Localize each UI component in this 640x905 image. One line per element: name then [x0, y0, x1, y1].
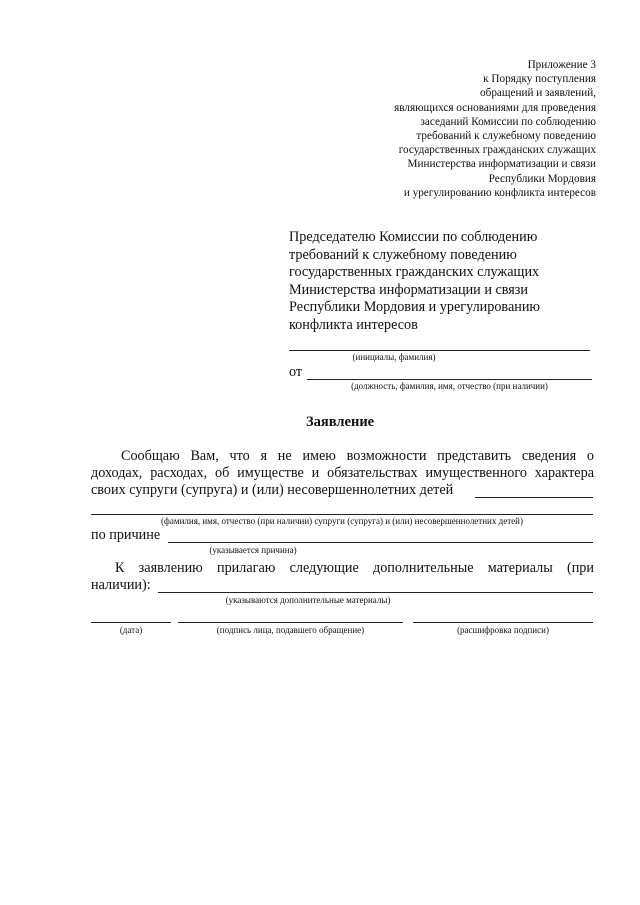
document-title: Заявление [306, 414, 375, 430]
spouse-field-line[interactable] [91, 514, 593, 515]
from-field-line[interactable] [307, 379, 592, 380]
attach-line-1: К заявлению прилагаю следующие дополнительные материалы (при [115, 560, 594, 576]
addressee-block [289, 229, 599, 335]
addressee-line: конфликта интересов [289, 316, 418, 333]
addressee-line: государственных гражданских служащих [289, 264, 540, 281]
statement-line-2: доходах, расходах, об имуществе и обязательствах имущественного характера [91, 465, 594, 481]
decode-caption: (расшифровка подписи) [457, 625, 549, 635]
children-field-line[interactable] [475, 497, 593, 498]
appendix-line: обращений и заявлений, [480, 87, 596, 100]
attach-line-2: наличии): [91, 577, 151, 593]
addressee-line: требований к служебному поведению [289, 246, 517, 263]
appendix-line: Министерства информатизации и связи [407, 158, 596, 171]
signature-caption: (подпись лица, подавшего обращение) [216, 625, 365, 635]
appendix-line: требований к служебному поведению [416, 130, 596, 143]
addressee-line: Министерства информатизации и связи [289, 281, 528, 298]
appendix-line: государственных гражданских служащих [398, 144, 596, 157]
appendix-line: к Порядку поступления [483, 73, 596, 86]
appendix-line: Приложение 3 [527, 59, 596, 71]
appendix-line: заседаний Комиссии по соблюдению [420, 115, 596, 128]
addressee-line: Председателю Комиссии по соблюдению [289, 229, 538, 245]
appendix-header [296, 58, 596, 200]
appendix-line: и урегулированию конфликта интересов [403, 186, 596, 199]
initials-caption: (инициалы, фамилия) [352, 352, 436, 362]
attach-caption: (указываются дополнительные материалы) [225, 595, 391, 605]
appendix-line: являющихся основаниями для проведения [394, 101, 596, 114]
statement-line-1: Сообщаю Вам, что я не имею возможности представить сведения о [121, 448, 594, 464]
from-caption: (должность, фамилия, имя, отчество (при наличии) [351, 381, 548, 391]
spouse-caption: (фамилия, имя, отчество (при наличии) супруги (супруга) и (или) несовершеннолетних детей) [161, 516, 523, 526]
addressee-line: Республики Мордовия и урегулированию [289, 299, 541, 316]
decode-field-line[interactable] [413, 622, 593, 623]
reason-label: по причине [91, 527, 161, 543]
reason-field-line[interactable] [168, 542, 593, 543]
statement-line-3: своих супруги (супруга) и (или) несовершеннолетних детей [91, 482, 454, 498]
attach-field-line[interactable] [158, 592, 593, 593]
signature-field-line[interactable] [178, 622, 403, 623]
initials-field-line[interactable] [289, 350, 590, 351]
reason-caption: (указывается причина) [209, 545, 297, 555]
from-label: от [289, 364, 303, 380]
date-field-line[interactable] [91, 622, 171, 623]
date-caption: (дата) [119, 625, 143, 635]
appendix-line: Республики Мордовия [488, 172, 596, 185]
